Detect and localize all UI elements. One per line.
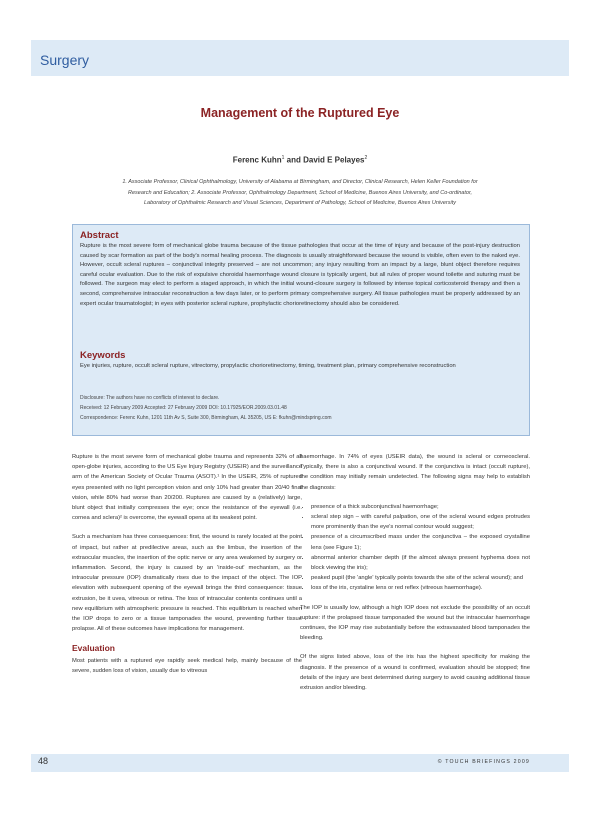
header-band <box>31 40 569 76</box>
author-1: Ferenc Kuhn <box>232 155 282 165</box>
footer-copyright: © TOUCH BRIEFINGS 2009 <box>437 759 530 765</box>
list-item: • loss of the iris, crystaline lens or red reflex (vitreous haemorrhage). <box>311 583 530 593</box>
body-paragraph: Such a mechanism has three consequences: first, the wound is rarely located at the point of impact, but rather at predilective areas, such as the limbus, the insertion of the extraocular muscles, the insertion of the optic nerve or any area weakened by surgery or inflammation. Second, the injury is caused by an 'inside-out' mechanism, as the intraocular pressure (IOP) dramatically rises due to the impact of the object. The IOP elevation with subsequent opening of the eyewall brings the third consequence: tissue extrusion, be it uvea, vitreous or retina. The loss of intraocular contents continues until a new equilibrium with atmospheric pressure is reached. This equilibrium is reached when the IOP drops to zero or a tissue tamponades the wound, preventing further tissue prolapse. All of these outcomes have implications for management. <box>72 534 302 633</box>
list-item: • presence of a thick subconjunctival haemorrhage; <box>311 502 530 512</box>
list-item: • abnormal anterior chamber depth (if the almost always present hyphema does not block viewing the iris); <box>311 553 530 573</box>
affiliation-line: Research and Education; 2. Associate Professor, Ophthalmology Department, School of Medicine, Buenos Aires University, and Co-ordinator, <box>127 189 473 196</box>
body-paragraph: Most patients with a ruptured eye rapidly seek medical help, mainly because of the severe, sudden loss of vision, usually due to vitreous <box>72 657 302 674</box>
received-line: Received: 12 February 2009 Accepted: 27 February 2009 DOI: 10.17925/EOR.2009.03.01.48 <box>80 404 287 411</box>
affiliations <box>95 177 505 209</box>
body-paragraph: Of the signs listed above, loss of the iris has the highest specificity for making the diagnosis. If the presence of a wound is confirmed, evaluation should be stopped; fine details of the injury are best determined during surgery to avoid causing additional tissue extrusion and/or bleeding. <box>300 654 530 692</box>
correspondence-line: Correspondence: Ferenc Kuhn, 1201 11th Av S, Suite 300, Birmingham, AL 35205, US E: fkuhn@mindspring.com <box>80 414 332 421</box>
authors-conj: and <box>284 155 304 165</box>
keywords-text: Eye injuries, rupture, occult scleral rupture, vitrectomy, propylactic chorioretinectomy, timing, treatment plan, primary comprehensive reconstruction <box>80 363 456 369</box>
authors <box>0 155 600 165</box>
body-paragraph: haemorrhage. In 74% of eyes (USEIR data), the wound is scleral or corneoscleral. Typically, there is also a conjunctival wound. If the conjunctiva is intact (occult rupture), the condition may initially remain undetected. The following signs may help to establish the diagnosis: <box>300 454 530 491</box>
body-column-left <box>72 452 302 685</box>
disclosure <box>80 394 520 423</box>
disclosure-line: Disclosure: The authors have no conflicts of interest to declare. <box>80 395 220 401</box>
body-paragraph: The IOP is usually low, although a high IOP does not exclude the possibility of an occult rupture: if the prolapsed tissue tamponaded the wound but the intraocular haemorrhage continues, the IOP may rise substantially before the extravasated blood tamponades the bleeding. <box>300 604 530 642</box>
article-title: Management of the Ruptured Eye <box>200 106 400 120</box>
diagnosis-signs-list <box>300 502 530 594</box>
body-paragraph: Rupture is the most severe form of mechanical globe trauma and represents 32% of all open-globe injuries, according to the US Eye Injury Registry (USEIR) and the surveillance arm of the American Society of Ocular Trauma (ASOT).¹ In the USEIR, 25% of ruptured eyes presented with no light perception vision and only 10% had greater than 20/40 final vision, while 80% had worse than 20/200. Ruptures are caused by a (relatively) large, blunt object that initially compresses the eye; once the resistance of the eyewall (i.e. cornea and sclera)² is overcome, the eyewall opens at its weakest point. <box>72 454 302 522</box>
evaluation-heading: Evaluation <box>72 643 115 654</box>
list-item: • peaked pupil (the 'angle' typically points towards the site of the scleral wound); and <box>311 573 530 583</box>
abstract-text: Rupture is the most severe form of mechanical globe trauma because of the tissue pathologies that occur at the time of injury and because of the post-injury destruction caused by scar formation as part of the body's normal healing process. The diagnosis is usually straightforward because the wound is visible, often even to the naked eye. However, occult scleral ruptures – conjunctival integrity preserved – are not uncommon; any injury resulting from an impact by a large, blunt object therefore requires careful ocular evaluation. Due to the risk of expulsive choroidal haemorrhage wound closure is typically urgent, but all rules of proper wound toilette and suturing must be followed. The surgeon may elect to perform a staged approach, in which the initial wound-closure surgery is followed by intense topical corticosteroid therapy and then a second, comprehensive intraocular reconstruction a few days later, or to perform primary comprehensive surgery. All tissue pathologies must be properly addressed by an expert ocular traumatologist; in eyes with posterior scleral rupture, prophylactic chorioretinectomy should also be considered. <box>80 243 520 307</box>
page-number: 48 <box>38 756 49 766</box>
author-2-sup: 2 <box>364 155 368 161</box>
body-column-right <box>300 452 530 702</box>
affiliation-line: 1. Associate Professor, Clinical Ophthalmology, University of Alabama at Birmingham, and Director, Clinical Research, Helen Keller Foundation for <box>122 179 478 185</box>
abstract-heading: Abstract <box>80 230 119 241</box>
section-title: Surgery <box>40 52 90 68</box>
list-item: • scleral step sign – with careful palpation, one of the scleral wound edges protrudes more prominently than the eye's normal contour would suggest; <box>311 512 530 532</box>
list-item: • presence of a circumscribed mass under the conjunctiva – the exposed crystalline lens (see Figure 1); <box>311 532 530 552</box>
keywords-heading: Keywords <box>80 350 126 361</box>
author-2: David E Pelayes <box>303 155 365 165</box>
author-1-sup: 1 <box>281 155 285 161</box>
affiliation-line: Laboratory of Ophthalmic Research and Visual Sciences, Department of Pathology, School of Medicine, Buenos Aires University <box>143 200 457 206</box>
